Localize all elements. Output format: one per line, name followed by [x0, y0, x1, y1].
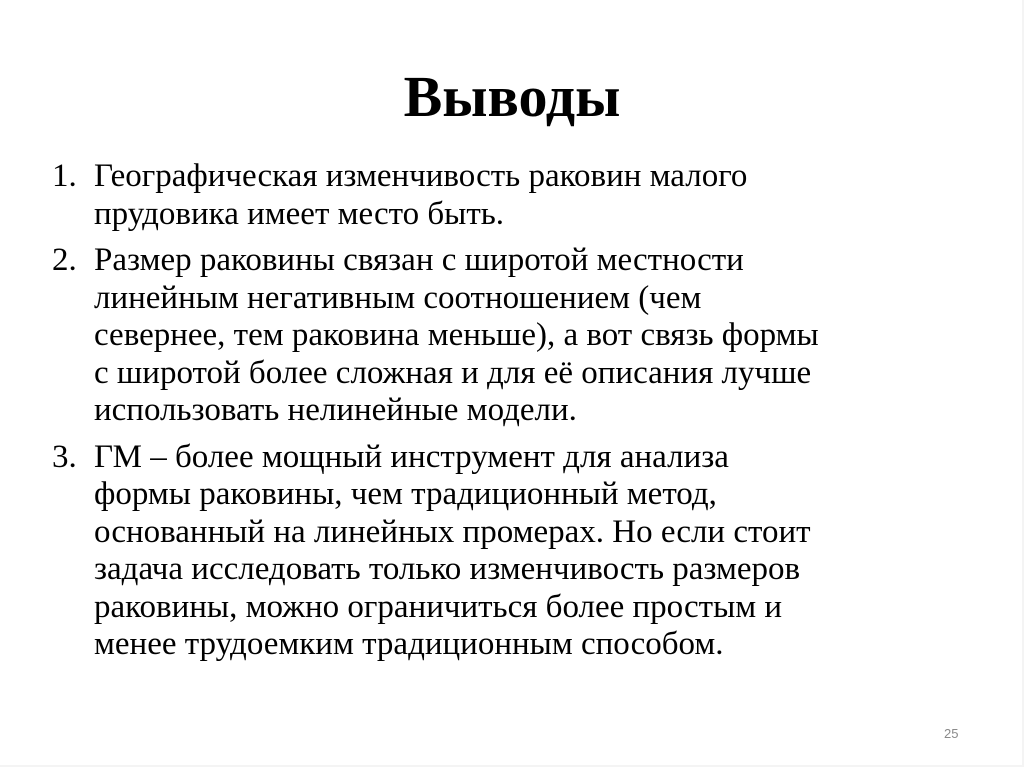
slide-title: Выводы [403, 64, 621, 129]
list-item-line: ГМ – более мощный инструмент для анализа [94, 438, 729, 475]
list-item-line: основанный на линейных промерах. Но если стоит [94, 513, 811, 550]
list-item-number: 1. [52, 158, 77, 194]
list-item [52, 158, 972, 233]
list-item-number: 2. [52, 242, 77, 278]
list-item-number: 3. [52, 438, 77, 475]
list-item-line: формы раковины, чем традиционный метод, [94, 476, 717, 512]
list-item-line: менее трудоемким традиционным способом. [94, 626, 724, 662]
list-item-line: Географическая изменчивость раковин малого [94, 158, 748, 194]
list-item-line: с широтой более сложная и для её описания лучше [94, 354, 812, 391]
list-item [52, 242, 972, 430]
list-item [52, 439, 972, 664]
list-item-line: Размер раковины связан с широтой местности [94, 242, 744, 278]
list-item-line: использовать нелинейные модели. [94, 392, 577, 428]
list-item-line: линейным негативным соотношением (чем [94, 279, 702, 316]
list-item-line: раковины, можно ограничиться более простым и [94, 588, 783, 625]
conclusions-list [52, 158, 972, 673]
list-item-line: севернее, тем раковина меньше), а вот связь формы [94, 317, 819, 353]
list-item-line: задача исследовать только изменчивость размеров [94, 551, 801, 587]
page-number: 25 [944, 726, 959, 741]
list-item-line: прудовика имеет место быть. [94, 195, 505, 232]
